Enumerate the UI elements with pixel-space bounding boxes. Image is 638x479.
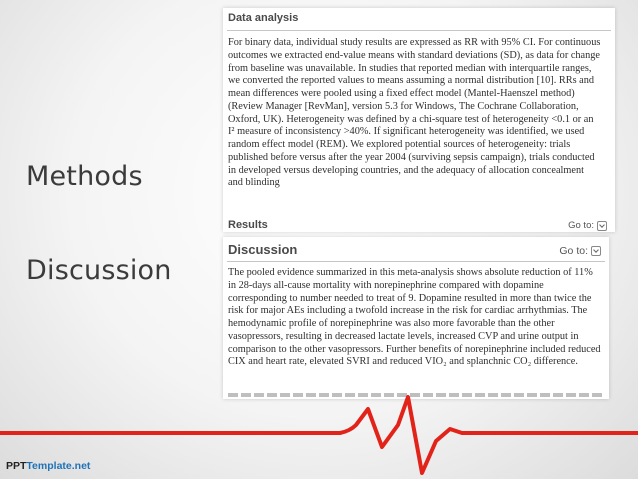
text-line: CIX and heart rate, elevated SVRI and reduced VIO₂ and splanchnic CO₂ difference. <box>228 356 578 368</box>
text-line: For binary data, individual study results are expressed as RR with 95% CI. For continuous <box>228 37 601 48</box>
chevron-down-icon[interactable] <box>591 246 601 256</box>
discussion-screenshot <box>223 237 609 399</box>
discussion-title: Discussion <box>228 242 298 257</box>
text-line: outcomes we extracted end-value means with standard deviations (SD), as data for change <box>228 49 600 61</box>
text-line: hemodynamic profile of norepinephrine was also more favorable than the other <box>228 318 555 329</box>
brand-suffix: Template.net <box>26 460 91 472</box>
text-line: risk for major AEs including a twofold increase in the risk for cardiac arrhythmias. The <box>228 305 588 317</box>
text-line: comparison to the other vasopressors. Further benefits of norepinephrine included reduced <box>228 343 601 355</box>
goto-menu[interactable] <box>568 220 607 231</box>
text-line: mean differences were pooled using a fixed effect model (Mantel-Haenszel method) <box>228 88 575 99</box>
data-analysis-text <box>228 37 609 190</box>
title-divider <box>227 30 611 31</box>
brand-prefix: PPT <box>6 460 27 472</box>
methods-heading: Methods <box>26 161 143 192</box>
data-analysis-title: Data analysis <box>228 12 299 24</box>
goto-label: Go to: <box>568 220 594 231</box>
text-line: in developed versus developing countries, and the adequacy of allocation concealment <box>228 164 584 176</box>
chevron-down-icon[interactable] <box>597 221 607 231</box>
text-line: in 28-days all-cause mortality with norepinephrine compared with dopamine <box>228 279 544 291</box>
text-line: The pooled evidence summarized in this meta-analysis shows absolute reduction of 11% <box>228 267 593 278</box>
ekg-heartbeat-line <box>0 395 638 479</box>
text-line: we converted the reported values to means assuming a normal distribution [10]. RRs and <box>228 75 595 87</box>
text-line: random effect model (REM). We explored potential sources of heterogeneity: trials <box>228 139 571 150</box>
discussion-heading: Discussion <box>26 255 172 286</box>
data-analysis-screenshot <box>223 8 615 232</box>
text-line: I² measure of inconsistency >40%. If significant heterogeneity was identified, we used <box>228 126 585 138</box>
title-divider <box>227 261 605 262</box>
discussion-text <box>228 267 603 369</box>
text-line: Oxford, UK). Heterogeneity was defined by a chi-square test of heterogeneity <0.1 or an <box>228 113 594 125</box>
text-line: published before versus after the year 2004 (surviving sepsis campaign), trials conducted <box>228 151 595 163</box>
goto-label: Go to: <box>559 245 588 257</box>
text-line: and blinding <box>228 177 280 189</box>
text-line: vasopressors, resulting in decreased lactate levels, increased CVP and urine output in <box>228 330 579 342</box>
goto-menu[interactable] <box>559 245 601 257</box>
brand-logo <box>6 460 90 472</box>
text-line: from baseline was unavailable. In studies that reported median with interquartile ranges, <box>228 62 592 74</box>
results-title: Results <box>228 219 268 231</box>
text-line: corresponding to number needed to treat of 9. Dopamine resulted in more than twice the <box>228 292 592 304</box>
text-line: (Review Manager [RevMan], version 5.3 for Windows, The Cochrane Collaboration, <box>228 100 579 112</box>
